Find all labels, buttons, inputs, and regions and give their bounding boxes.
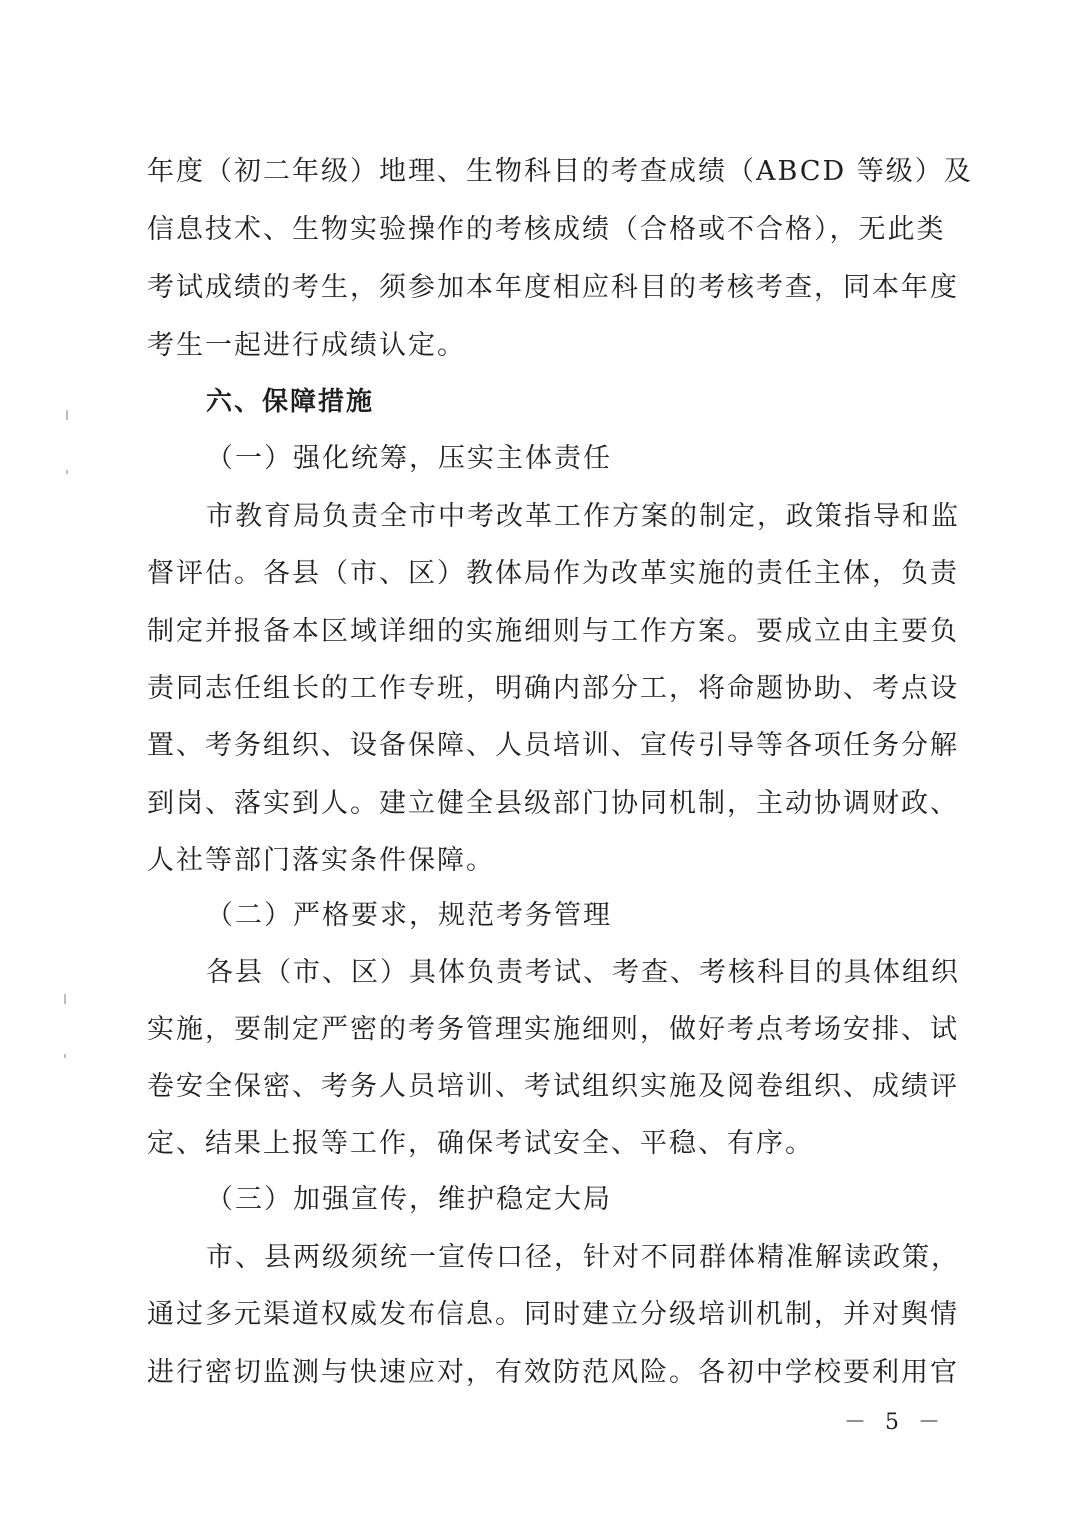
body-line: 考试成绩的考生，须参加本年度相应科目的考核考查，同本年度 xyxy=(147,272,959,303)
paragraph-line: 卷安全保密、考务人员培训、考试组织实施及阅卷组织、成绩评 xyxy=(147,1071,959,1102)
scan-mark xyxy=(66,470,68,474)
paragraph-line: 通过多元渠道权威发布信息。同时建立分级培训机制，并对舆情 xyxy=(147,1299,959,1330)
paragraph-line: 各县（市、区）具体负责考试、考查、考核科目的具体组织 xyxy=(206,957,960,988)
paragraph-line: 进行密切监测与快速应对，有效防范风险。各初中学校要利用官 xyxy=(147,1357,959,1388)
paragraph-line: 市、县两级须统一宣传口径，针对不同群体精准解读政策， xyxy=(206,1242,960,1273)
page-number: － 5 － xyxy=(844,1410,946,1435)
subsection-title: （二）严格要求，规范考务管理 xyxy=(206,900,612,931)
section-heading: 六、保障措施 xyxy=(206,387,375,417)
scan-mark xyxy=(66,410,68,420)
paragraph-line: 责同志任组长的工作专班，明确内部分工，将命题协助、考点设 xyxy=(147,673,959,704)
paragraph-line: 人社等部门落实条件保障。 xyxy=(147,845,495,876)
body-line: 考生一起进行成绩认定。 xyxy=(147,330,466,361)
body-line: 年度（初二年级）地理、生物科目的考查成绩（ABCD 等级）及 xyxy=(147,156,973,187)
paragraph-line: 实施，要制定严密的考务管理实施细则，做好考点考场安排、试 xyxy=(147,1014,959,1045)
scan-mark xyxy=(64,994,66,1004)
paragraph-line: 督评估。各县（市、区）教体局作为改革实施的责任主体，负责 xyxy=(147,558,959,589)
scan-mark xyxy=(64,1054,66,1058)
paragraph-line: 到岗、落实到人。建立健全县级部门协同机制，主动协调财政、 xyxy=(147,788,959,819)
body-line: 信息技术、生物实验操作的考核成绩（合格或不合格），无此类 xyxy=(147,214,946,245)
paragraph-line: 制定并报备本区域详细的实施细则与工作方案。要成立由主要负 xyxy=(147,616,959,647)
subsection-title: （三）加强宣传，维护稳定大局 xyxy=(206,1184,612,1215)
paragraph-line: 置、考务组织、设备保障、人员培训、宣传引导等各项任务分解 xyxy=(147,730,959,761)
paragraph-line: 市教育局负责全市中考改革工作方案的制定，政策指导和监 xyxy=(206,501,960,532)
paragraph-line: 定、结果上报等工作，确保考试安全、平稳、有序。 xyxy=(147,1128,814,1159)
subsection-title: （一）强化统筹，压实主体责任 xyxy=(206,443,612,474)
